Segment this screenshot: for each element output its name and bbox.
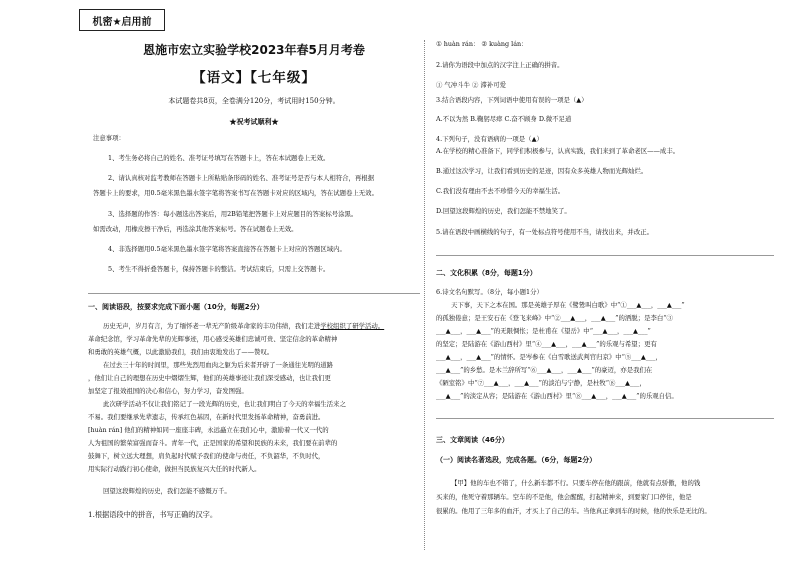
poem-line-1: 天下事，天下之本在国。那是英雄子厚在《鹭鸶叫白歌》中“①___▲___，___▲___”	[451, 301, 685, 309]
poem-line-2: 的孤独倦意；是王安石在《登飞来峰》中“②___▲___，___▲___”的洒脱；是李白“③	[436, 314, 673, 322]
reading-line-1: 【甲】他的车也不错了，什么新车都不行。只要车停在他的跟前，他就有点骄傲，他的钱	[451, 479, 701, 487]
passage-line-7: 此次研学活动不仅让我们铭记了一段光辉的历史，也让我们明白了今天的幸福生活来之	[103, 400, 346, 408]
exam-info: 本试题卷共8页，全卷满分120分，考试用时150分钟。	[168, 97, 340, 105]
section-divider-left	[88, 293, 420, 294]
notes-heading: 注意事项：	[93, 134, 125, 142]
pinyin-options: ① huàn rán： ② kuàng lán：	[436, 40, 528, 48]
passage-line-4: 在过去三十年的时间里，那些先烈用血肉之躯为后来者开辟了一条通往光明的道路	[103, 361, 334, 369]
question-4-option-a: A.在学校的精心准备下，同学们积极参与，认真实践，我们来到了革命老区——成丰。	[436, 147, 680, 155]
passage-line-12: 用实际行动践行初心使命，做担当民族复兴大任的时代新人。	[88, 465, 261, 473]
reading-line-3: 很累的。他用了三年多的血汗，才买上了自己的车。当他真正拿到车的时候，他的快乐是无比的。	[436, 507, 711, 515]
note-5: 5、考生不得折叠答题卡，保持答题卡的整洁。考试结束后，只需上交答题卡。	[108, 265, 330, 273]
question-4-option-b: B.通过这次学习，让我们看到历史的足迹，因有众多英雄人物而光辉灿烂。	[436, 167, 648, 175]
question-2: 2.请你为语段中加点的汉字注上正确的拼音。	[436, 61, 564, 69]
poem-line-7: 《陋室铭》中“⑦___▲___，___▲___”的淡泊与宁静，是杜牧“⑧___▲___，	[436, 379, 646, 387]
question-5: 5.请在语段中画横线的句子，有一处标点符号使用不当，请找出来，并改正。	[436, 228, 653, 236]
passage-line-9: [huàn rán] 他们的精神如同一座座丰碑，永远矗立在我们心中，激励着一代又一代的	[88, 426, 329, 434]
passage-line-5: ，他们让自己的理想在历史中熠熠生辉，他们的英雄事迹让我们深受感动，也让我们更	[88, 374, 331, 382]
section-2-heading: 二、文化积累（8分，每题1分）	[436, 269, 537, 277]
passage-line-2: 革命纪念馆，学习革命先辈的光辉事迹，用心感受英雄们忠诚可贵、坚定信念的革命精神	[88, 335, 338, 343]
question-2-options: ① 气冲斗牛 ② 滞补可爱	[436, 81, 506, 89]
question-6: 6.诗文名句默写。（8分，每小题1分）	[436, 288, 543, 296]
note-1: 1、考生务必将自己的姓名、准考证号填写在答题卡上，答在本试题卷上无效。	[108, 154, 330, 162]
poem-line-8: ___▲___”的淡定从容；是陆游在《游山西村》里“⑧___▲___，___▲___”的乐观自信。	[436, 392, 678, 400]
question-1: 1.根据语段中的拼音，书写正确的汉字。	[88, 510, 218, 519]
question-4: 4.下列句子，没有语病的一项是（▲）	[436, 135, 543, 143]
reading-line-2: 买来的，他死守着那辆车。空车的不是他，他会醒醒，打起精神来，到要家门口停住，他是	[436, 493, 692, 501]
note-4: 4、非选择题用0.5毫米黑色墨水签字笔将答案直接答在答题卡上对应的答题区域内。	[108, 245, 346, 253]
section-1-heading: 一、阅读语段，按要求完成下面小题（10分，每题2分）	[88, 303, 264, 311]
poem-line-3: ___▲___，___▲___”的无限惆怅；是杜甫在《望岳》中“___▲___，___▲___”	[436, 327, 651, 335]
passage-line-3: 和勇敢的英雄气概，以此激励我们，我们由衷地发出了——赞叹。	[88, 348, 274, 356]
section-divider-right-2	[436, 418, 774, 419]
passage-line-13: 回望这段辉煌的历史，我们怎能不感慨万千。	[103, 487, 231, 495]
question-3-options: A.不以为然 B.鞠躬尽瘁 C.奋不顾身 D.微不足道	[436, 115, 572, 123]
poem-line-4: 的坚定；是陆游在《游山西村》里“④___▲___，___▲___”的乐观与希望；更有	[436, 340, 657, 348]
confidential-badge: 机密★启用前	[79, 9, 165, 31]
section-divider-right-1	[436, 255, 774, 256]
poem-line-6: ___▲___”的乡愁。是木兰辞所写“⑥___▲___，___▲___”的豪迈，亦是我们在	[436, 366, 653, 374]
question-4-option-d: D.回望这段辉煌的历史，我们怎能不禁地笑了。	[436, 207, 571, 215]
note-3-line-1: 3、选择题的作答：每小题选出答案后，用2B铅笔把答题卡上对应题目的答案标号涂黑。	[108, 210, 358, 218]
note-2-line-2: 答题卡上的要求，用0.5毫米黑色墨水签字笔将答案书写在答题卡对应的区域内，答在试题卷上无效。	[93, 189, 378, 197]
column-divider	[424, 40, 425, 550]
passage-line-10: 人为祖国的繁荣富强而奋斗。青年一代，正是国家的希望和民族的未来，我们要在前辈的	[88, 439, 338, 447]
poem-line-5: ___▲___，___▲___”的情怀。是岑参在《白雪歌送武判官归京》中“⑤___▲___，	[436, 353, 662, 361]
exam-title: 恩施市宏立实验学校2023年春5月月考卷	[143, 43, 365, 57]
subsection-1-heading: （一）阅读名著选段，完成各题。（6分，每题2分）	[436, 456, 597, 464]
note-2-line-1: 2、请认真核对监考教师在答题卡上所粘贴条形码的姓名、准考证号是否与本人相符合，再根据	[108, 174, 375, 182]
note-3-line-2: 如需改动，用橡皮擦干净后，再选涂其他答案标号。答在试题卷上无效。	[93, 225, 298, 233]
passage-line-6: 加坚定了报效祖国的决心和信心，努力学习，奋发图强。	[88, 387, 248, 395]
exam-wish: ★祝考试顺利★	[229, 117, 279, 126]
passage-line-8: 不易。我们要继承先辈遗志，传承红色基因，在新时代里发扬革命精神，奋勇前进。	[88, 413, 325, 421]
passage-line-1: 历史无声，岁月有言，为了缅怀老一辈无产阶级革命家的丰功伟绩，我们走进学校组织了研学活动。	[103, 322, 385, 330]
subject-label: 【语文】【七年级】	[192, 70, 316, 86]
section-3-heading: 三、文章阅读（46分）	[436, 436, 509, 444]
question-3: 3.结合语段内容，下列词语中使用有误的一项是（▲）	[436, 96, 588, 104]
question-4-option-c: C.我们没有理由不去不珍惜今天的幸福生活。	[436, 187, 565, 195]
passage-line-11: 鼓舞下，树立远大理想，肩负起时代赋予我们的使命与责任，不负韶华，不负时代，	[88, 452, 325, 460]
